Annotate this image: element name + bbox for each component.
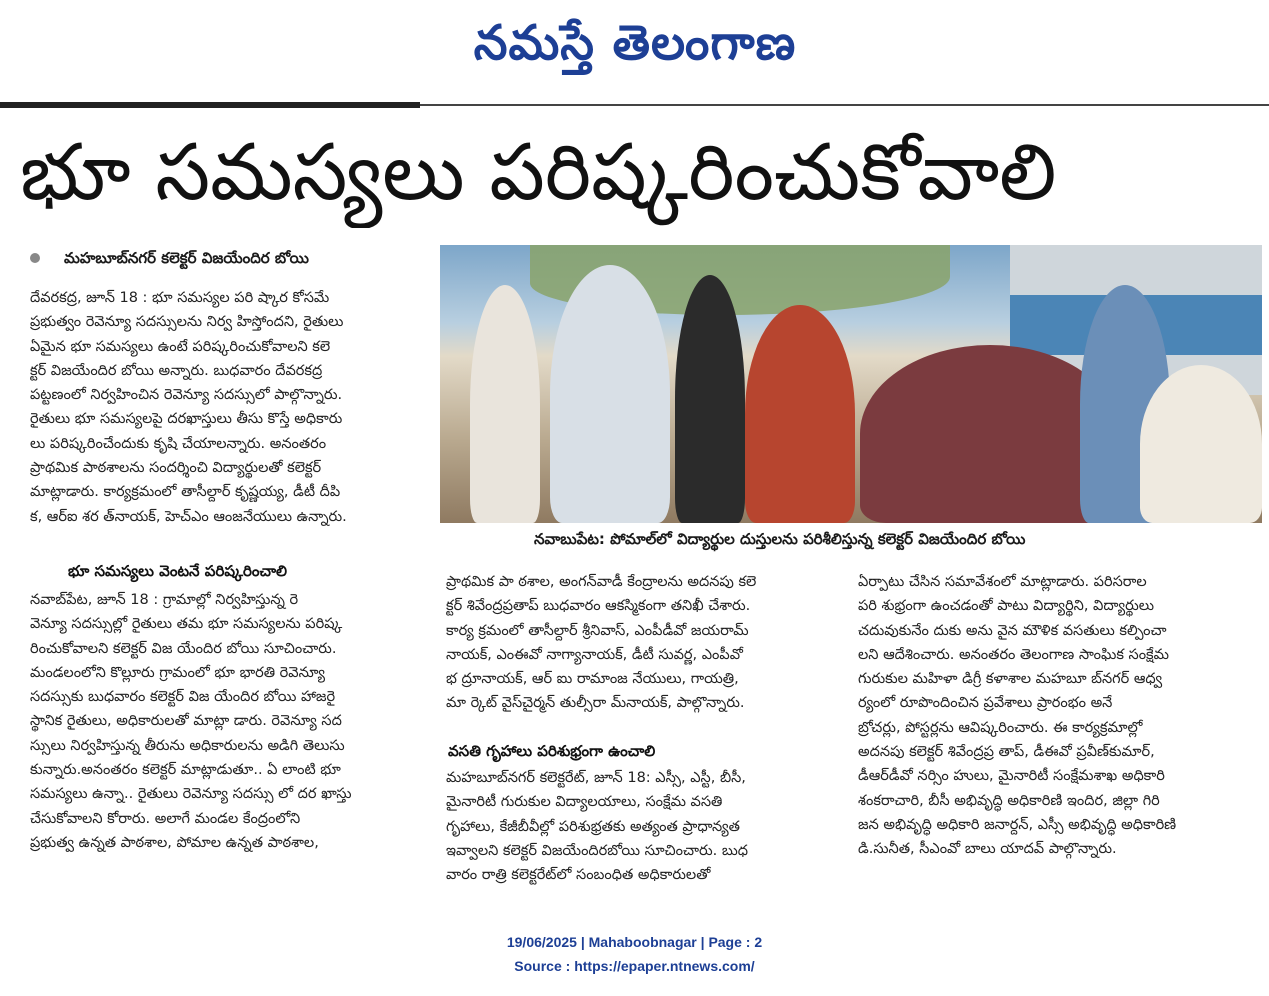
column-1-paragraph-1	[30, 286, 410, 529]
text-line: ప్రాథమిక పాఠశాలను సందర్శించి విద్యార్థులతో కలెక్టర్	[30, 460, 322, 477]
text-line: లని ఆదేశించారు. అనంతరం తెలంగాణ సాంఘిక సంక్షేమ	[858, 646, 1169, 663]
text-line: స్థానిక రైతులు, అధికారులతో మాట్లా డారు. రెవెన్యూ సద	[30, 713, 342, 730]
text-line: నవాబ్‌పేట, జూన్ 18 : గ్రామాల్లో నిర్వహిస్తున్న రె	[30, 592, 299, 608]
text-line: బ్రోచర్లు, పోస్టర్లను ఆవిష్కరించారు. ఈ కార్యక్రమాల్లో	[858, 719, 1143, 736]
text-line: క్టర్ శివేంద్రప్రతాప్ బుధవారం ఆకస్మికంగా తనిఖీ చేశారు.	[446, 598, 751, 615]
text-line: సమస్యలు ఉన్నా.. రైతులు రెవెన్యూ సదస్సు లో దర ఖాస్తు	[30, 786, 352, 803]
subheading-2: వసతి గృహాలు పరిశుభ్రంగా ఉంచాలి	[448, 742, 656, 760]
text-line: మా ర్కెట్ వైస్‌చైర్మన్ తుల్సీరా మ్‌నాయక్, పాల్గొన్నారు.	[446, 695, 745, 712]
byline	[30, 244, 430, 272]
column-1-paragraph-2	[30, 588, 410, 855]
photo-person	[675, 275, 745, 523]
text-line: ప్రభుత్వం రెవెన్యూ సదస్సులను నిర్వ హిస్తోందని, రైతులు	[30, 314, 344, 331]
photo-person	[745, 305, 855, 523]
column-2-paragraph-1	[446, 570, 836, 716]
photo-person	[470, 285, 540, 523]
text-line: మాట్లాడారు. కార్యక్రమంలో తాసీల్దార్ కృష్ణయ్య, డీటీ దీపి	[30, 484, 341, 501]
text-line: ఇవ్వాలని కలెక్టర్ విజయేందిరబోయి సూచించారు. బుధ	[446, 842, 748, 859]
text-line: దేవరకద్ర, జూన్ 18 : భూ సమస్యల పరి ష్కార కోసమే	[30, 290, 330, 306]
text-line: రించుకోవాలని కలెక్టర్ విజ యేందిర బోయి సూచించారు.	[30, 640, 337, 657]
subheading-1: భూ సమస్యలు వెంటనే పరిష్కరించాలి	[68, 562, 288, 580]
bullet-icon	[30, 253, 40, 263]
article-headline: భూ సమస్యలు పరిష్కరించుకోవాలి	[20, 128, 1057, 218]
text-line: ఏర్పాటు చేసిన సమావేశంలో మాట్లాడారు. పరిసరాల	[858, 574, 1147, 590]
text-line: జన అభివృద్ధి అధికారి జనార్దన్, ఎస్సీ అభివృద్ధి అధికారిణి	[858, 816, 1177, 833]
text-line: సదస్సుకు బుధవారం కలెక్టర్ విజ యేందిర బోయి హాజరై	[30, 689, 336, 706]
text-line: గురుకుల మహిళా డిగ్రీ కళాశాల మహబూ బ్‌నగర్ ఆధ్వ	[858, 671, 1163, 688]
newspaper-logo: నమస్తే తెలంగాణ	[473, 15, 797, 71]
text-line: డి.సునీత, సీఎంవో బాలు యాదవ్ పాల్గొన్నారు.	[858, 841, 1117, 858]
text-line: మైనారిటీ గురుకుల విద్యాలయాలు, సంక్షేమ వసతి	[446, 794, 723, 811]
text-line: భ ద్రూనాయక్, ఆర్ ఐు రామాంజ నేయులు, గాయత్రి,	[446, 671, 739, 688]
text-line: కున్నారు.అనంతరం కలెక్టర్ మాట్లాడుతూ.. ఏ లాంటి భూ	[30, 762, 341, 779]
text-line: మండలంలోని కొల్లూరు గ్రామంలో భూ భారతి రెవెన్యూ	[30, 664, 326, 681]
text-line: ఏమైన భూ సమస్యలు ఉంటే పరిష్కరించుకోవాలని కలె	[30, 338, 331, 355]
masthead	[0, 0, 1269, 92]
text-line: అదనపు కలెక్టర్ శివేంద్రప్ర తాప్, డీఈవో ప్రవీణ్‌కుమార్,	[858, 744, 1155, 761]
text-line: డీఆర్‌డీవో నర్సిం హులు, మైనారిటీ సంక్షేమశాఖ అధికారి	[858, 768, 1165, 785]
footer-source-link[interactable]: Source : https://epaper.ntnews.com/	[514, 958, 755, 974]
text-line: చదువుకునేం దుకు అను వైన మౌళిక వసతులు కల్పించా	[858, 622, 1167, 639]
photo-person	[1140, 365, 1262, 523]
column-2-paragraph-2	[446, 766, 836, 887]
text-line: లు పరిష్కరించేందుకు కృషి చేయాలన్నారు. అనంతరం	[30, 435, 327, 452]
header-divider-thin	[420, 104, 1269, 106]
text-line: వారం రాత్రి కలెక్టరేట్‌లో సంబంధిత అధికారులతో	[446, 867, 711, 884]
footer-date-edition: 19/06/2025 | Mahaboobnagar | Page : 2	[506, 934, 763, 950]
text-line: శంకరాచారి, బీసీ అభివృద్ధి అధికారిణి ఇందిర, జిల్లా గిరి	[858, 792, 1160, 809]
column-3-paragraph-1	[858, 570, 1258, 862]
text-line: రైతులు భూ సమస్యలపై దరఖాస్తులు తీసు కొస్తే అధికారు	[30, 411, 343, 428]
text-line: ర్యంలో రూపొందించిన ప్రవేశాలు ప్రారంభం అనే	[858, 695, 1113, 712]
text-line: మహబూబ్‌నగర్ కలెక్టరేట్, జూన్ 18: ఎస్సీ, ఎస్టీ, బీసీ,	[446, 770, 746, 786]
header-divider-thick	[0, 102, 420, 108]
byline-text: మహబూబ్‌నగర్ కలెక్టర్ విజయేందిర బోయి	[64, 249, 309, 267]
photo-person	[550, 265, 670, 523]
text-line: ప్రభుత్వ ఉన్నత పాఠశాల, పోమాల ఉన్నత పాఠశాల,	[30, 834, 319, 851]
photo-caption: నవాబుపేట: పోమాల్‌లో విద్యార్థుల దుస్తులను పరిశీలిస్తున్న కలెక్టర్ విజయేందిర బోయి	[534, 530, 1026, 548]
text-line: గృహాలు, కేజీబీవీల్లో పరిశుభ్రతకు అత్యంత ప్రాధాన్యత	[446, 818, 740, 835]
text-line: పట్టణంలో నిర్వహించిన రెవెన్యూ సదస్సులో పాల్గొన్నారు.	[30, 387, 343, 404]
text-line: పరి శుభ్రంగా ఉంచడంతో పాటు విద్యార్థిని, విద్యార్థులు	[858, 598, 1155, 615]
text-line: స్సులు నిర్వహిస్తున్న తీరును అధికారులను అడిగి తెలుసు	[30, 737, 345, 754]
text-line: క, ఆర్‌ఐ శర త్‌నాయక్, హెచ్‌ఎం ఆంజనేయులు ఉన్నారు.	[30, 508, 347, 525]
news-photo	[440, 245, 1262, 523]
text-line: చేసుకోవాలని కోరారు. అలాగే మండల కేంద్రంలోని	[30, 810, 301, 827]
text-line: నాయక్, ఎంఈవో నాగ్యానాయక్, డీటీ సువర్ణ, ఎంపీవో	[446, 646, 743, 663]
text-line: ప్రాథమిక పా ఠశాల, అంగన్‌వాడీ కేంద్రాలను అదనపు కలె	[446, 574, 757, 590]
text-line: క్టర్ విజయేందిర బోయి అన్నారు. బుధవారం దేవరకద్ర	[30, 362, 323, 379]
text-line: వెన్యూ సదస్సుల్లో రైతులు తమ భూ సమస్యలను పరిష్క	[30, 616, 343, 633]
text-line: కార్య క్రమంలో తాసీల్దార్ శ్రీనివాస్, ఎంపీడీవో జయరామ్	[446, 622, 749, 639]
